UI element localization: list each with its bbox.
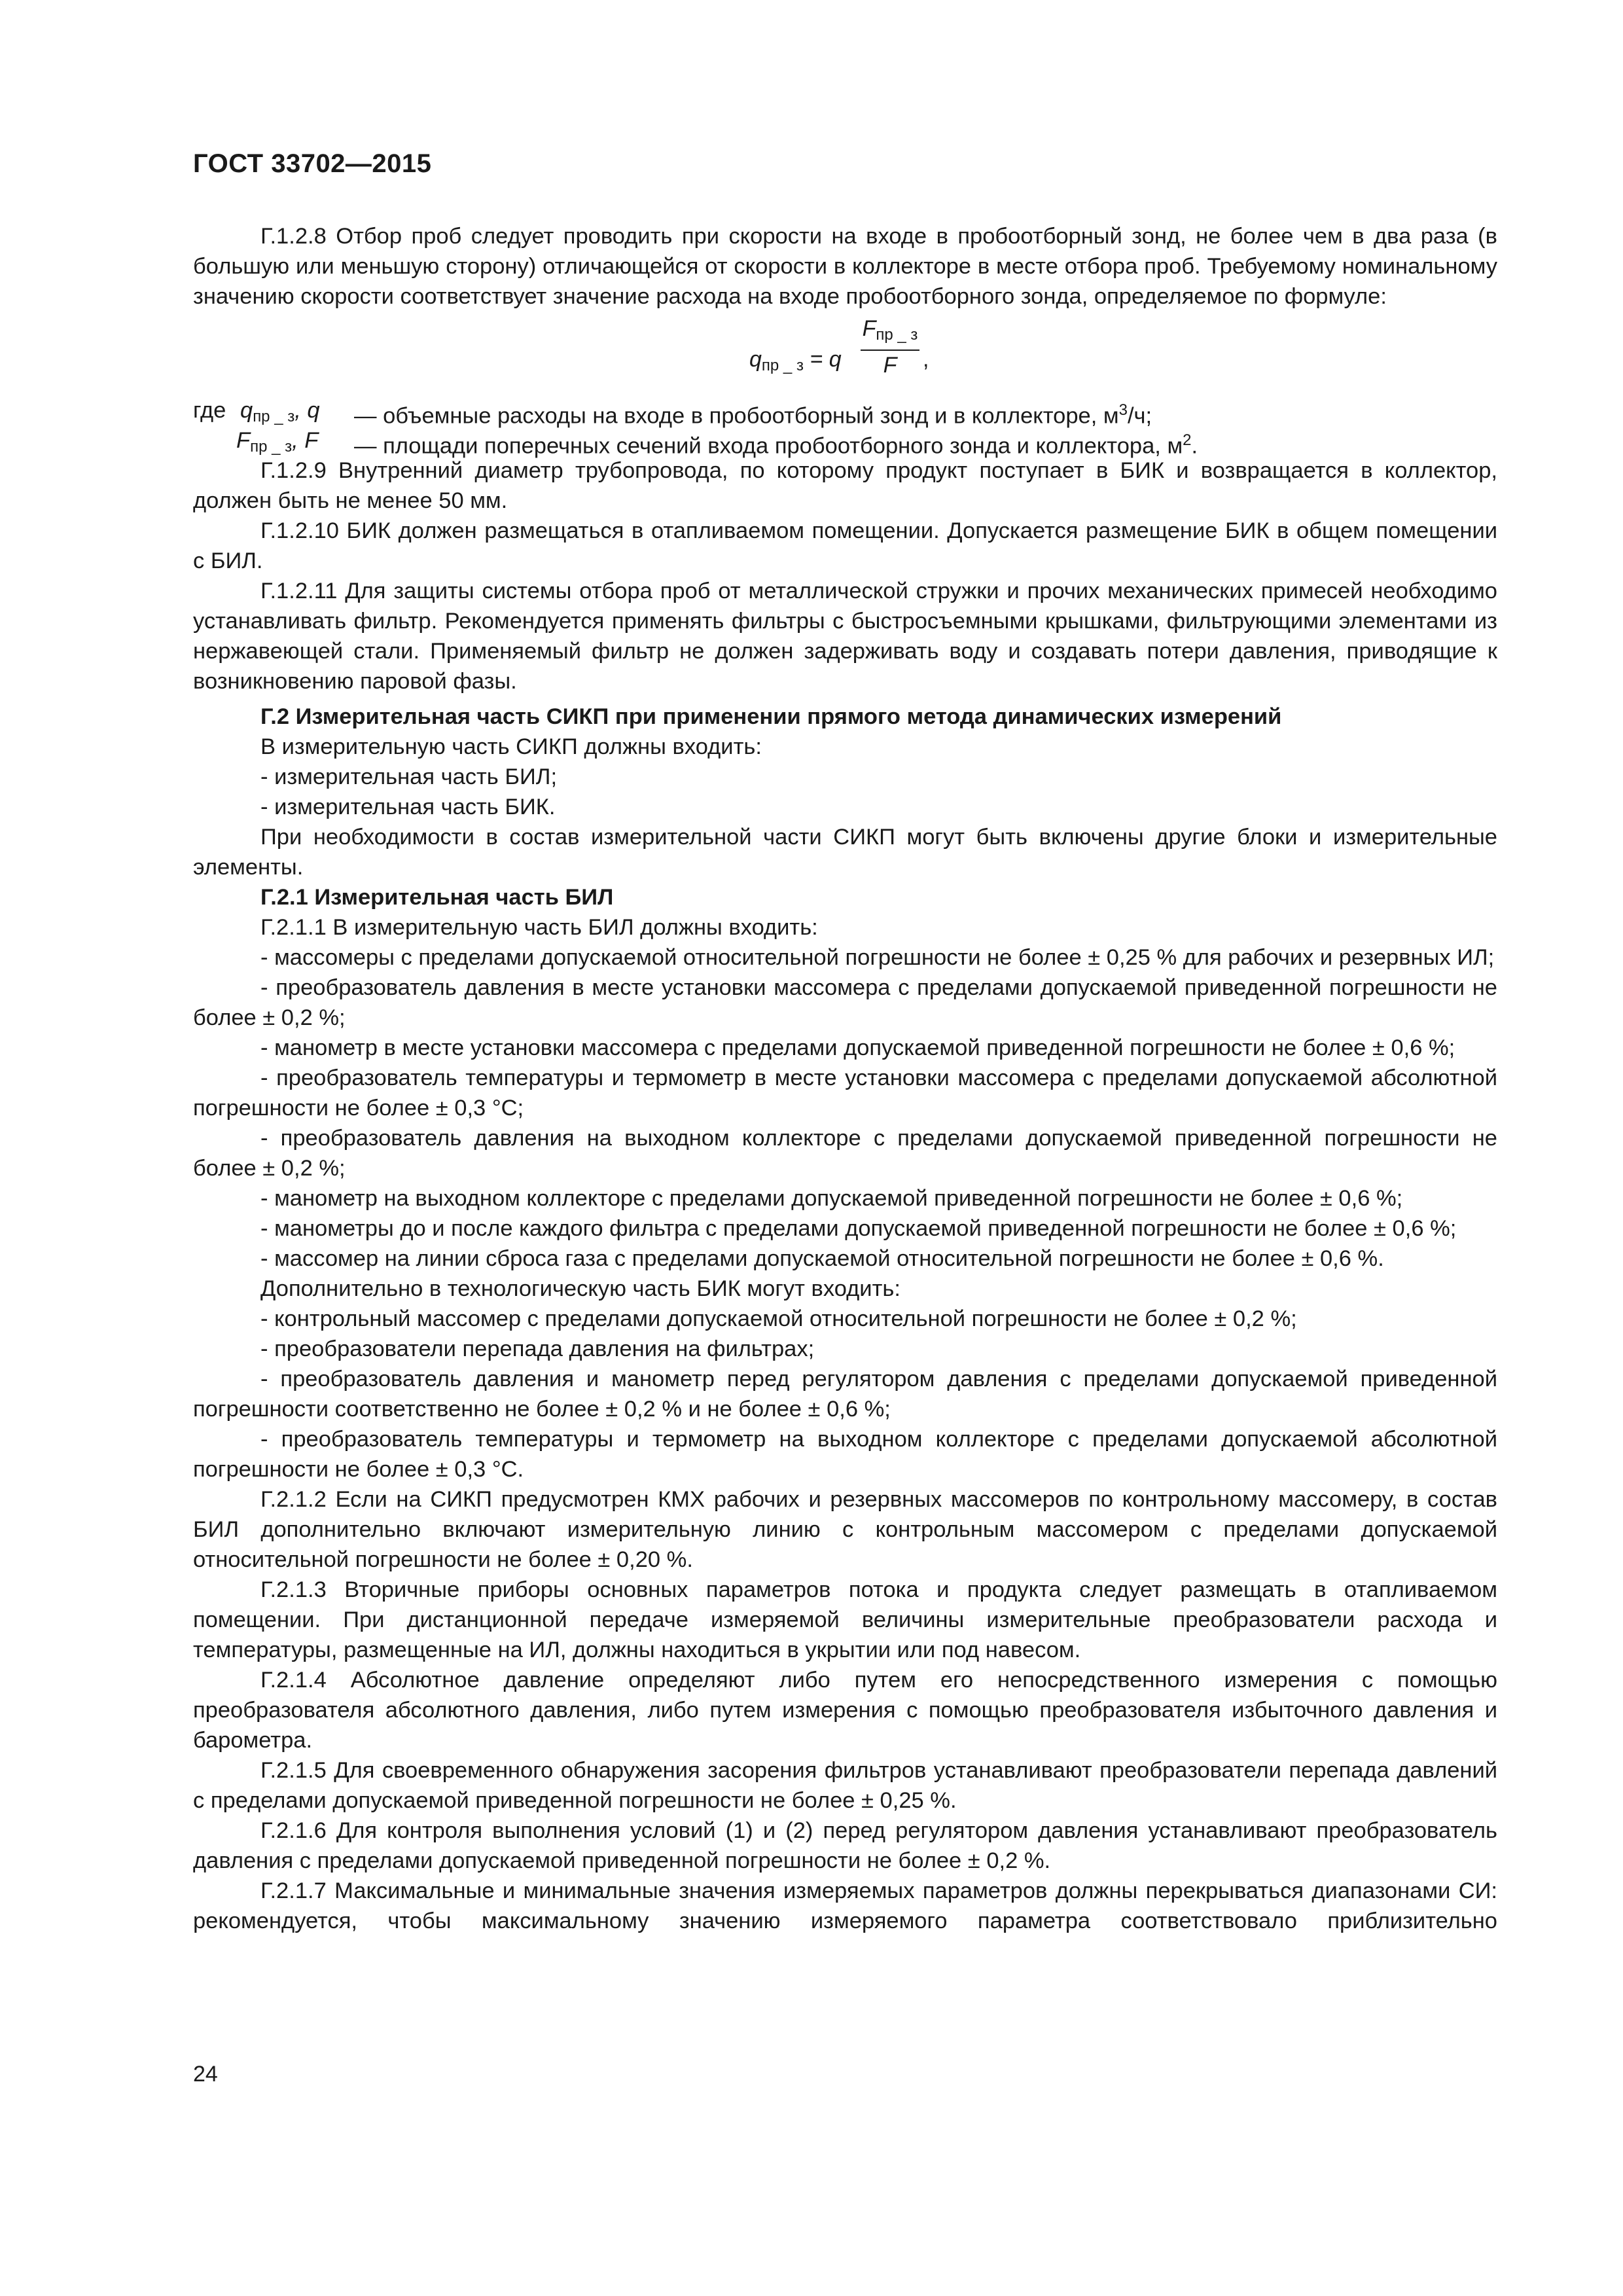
list-item: - массомер на линии сброса газа с пределами допускаемой относительной погрешности не более ± 0,6 %. <box>260 1246 1384 1271</box>
where-row2-sym: F <box>236 428 251 453</box>
where-row2-sup: 2 <box>1183 431 1192 449</box>
paragraph-g1-2-10: Г.1.2.10 БИК должен размещаться в отапливаемом помещении. Допускается размещение БИК в общем помещении с БИЛ. <box>193 518 1497 573</box>
list-item: - преобразователь давления в месте установки массомера с пределами допускаемой приведенной погрешности не более ± 0,2 %; <box>193 975 1497 1030</box>
where-row1-tail: /ч; <box>1127 403 1152 429</box>
paragraph-g2-1-4: Г.2.1.4 Абсолютное давление определяют либо путем его непосредственного измерения с помощью преобразователя абсолютного давления, либо путем измерения с помощью преобразователя избыточного давления и барометра. <box>193 1668 1497 1753</box>
where-row1-sup: 3 <box>1118 401 1128 419</box>
formula-num-subscript: пр _ з <box>876 326 918 344</box>
section-heading-g2: Г.2 Измерительная часть СИКП при применении прямого метода динамических измерений <box>260 704 1282 729</box>
paragraph-g2-1-5: Г.2.1.5 Для своевременного обнаружения засорения фильтров устанавливают преобразователи перепада давлений с пределами допускаемой приведенной погрешности не более ± 0,25 %. <box>193 1758 1497 1813</box>
where-row2-desc: — площади поперечных сечений входа пробоотборного зонда и коллектора, м <box>354 433 1183 459</box>
formula-equals: = q <box>803 347 842 372</box>
list-item: - измерительная часть БИК. <box>260 795 556 819</box>
paragraph-g2-1-6: Г.2.1.6 Для контроля выполнения условий (1) и (2) перед регулятором давления устанавливают преобразователь давления с пределами допускаемой приведенной погрешности не более ± 0,2 %. <box>193 1818 1497 1873</box>
list-item: - преобразователь температуры и термометр в месте установки массомера с пределами допускаемой абсолютной погрешности не более ± 0,3 °С; <box>193 1066 1497 1121</box>
list-item: - преобразователи перепада давления на фильтрах; <box>260 1336 815 1361</box>
list-item: - манометр на выходном коллекторе с пределами допускаемой приведенной погрешности не более ± 0,6 %; <box>260 1186 1403 1211</box>
formula-numerator <box>861 315 919 348</box>
list-item: - преобразователь температуры и термометр на выходном коллекторе с пределами допускаемой абсолютной погрешности не более ± 0,3 °С. <box>193 1427 1497 1482</box>
where-row-2 <box>193 425 1497 459</box>
page-number: 24 <box>193 2062 218 2087</box>
paragraph-g1-2-11: Г.1.2.11 Для защиты системы отбора проб от металлической стружки и прочих механических примесей необходимо устанавливать фильтр. Рекомендуется применять фильтры с быстросъемными крышками, фильтрующими элементами из нержавеющей стали. Применяемый фильтр не должен задерживать воду и создавать потери давления, приводящие к возникновению паровой фазы. <box>193 579 1497 694</box>
formula-lhs-symbol: q <box>749 347 762 372</box>
list-item: - преобразователь давления на выходном коллекторе с пределами допускаемой приведенной погрешности не более ± 0,2 %; <box>193 1126 1497 1181</box>
paragraph-g2-extra: При необходимости в состав измерительной части СИКП могут быть включены другие блоки и измерительные элементы. <box>193 825 1497 880</box>
where-row2-tail: . <box>1191 433 1198 459</box>
paragraph-g2-intro: В измерительную часть СИКП должны входить: <box>260 734 762 759</box>
formula-lhs <box>749 344 842 381</box>
where-row-1 <box>193 395 1497 429</box>
where-row1-desc: — объемные расходы на входе в пробоотборный зонд и в коллекторе, м <box>354 403 1119 429</box>
list-item: - преобразователь давления и манометр перед регулятором давления с пределами допускаемой приведенной погрешности соответственно не более ± 0,2 % и не более ± 0,6 %; <box>193 1367 1497 1422</box>
document-body <box>193 221 1497 1936</box>
paragraph-g2-1-7: Г.2.1.7 Максимальные и минимальные значения измеряемых параметров должны перекрываться диапазонами СИ: рекомендуется, чтобы максимальному значению измеряемого параметра соответствовало приблизительно <box>193 1878 1497 1933</box>
paragraph-g2-1-2: Г.2.1.2 Если на СИКП предусмотрен КМХ рабочих и резервных массомеров по контрольному массомеру, в состав БИЛ дополнительно включают измерительную линию с контрольным массомером с пределами допускаемой относительной погрешности не более ± 0,20 %. <box>193 1487 1497 1572</box>
where-label: где <box>193 398 226 423</box>
formula-fraction <box>861 315 919 378</box>
where-row2-text <box>354 425 1198 461</box>
list-item: - манометры до и после каждого фильтра с пределами допускаемой приведенной погрешности не более ± 0,6 %; <box>260 1216 1457 1241</box>
list-item: - измерительная часть БИЛ; <box>260 764 558 789</box>
formula-num-symbol: F <box>862 316 876 341</box>
formula-flow-rate <box>193 312 1497 395</box>
paragraph-g2-1-3: Г.2.1.3 Вторичные приборы основных параметров потока и продукта следует размещать в отапливаемом помещении. При дистанционной передаче измеряемой величины измерительные преобразователи расхода и температуры, размещенные на ИЛ, должны находиться в укрытии или под навесом. <box>193 1577 1497 1662</box>
formula-denominator: F <box>883 353 897 378</box>
where-row1-sym: q <box>240 398 253 423</box>
where-row2-sym2: , F <box>292 428 319 453</box>
where-row2-sub: пр _ з <box>250 438 293 456</box>
formula-lhs-subscript: пр _ з <box>761 357 804 374</box>
where-row2-symbol <box>236 425 318 462</box>
list-item: - манометр в месте установки массомера с пределами допускаемой приведенной погрешности не более ± 0,6 %; <box>260 1035 1455 1060</box>
paragraph-additional: Дополнительно в технологическую часть БИК могут входить: <box>260 1276 901 1301</box>
paragraph-g1-2-9: Г.1.2.9 Внутренний диаметр трубопровода, по которому продукт поступает в БИК и возвращается в коллектор, должен быть не менее 50 мм. <box>193 458 1497 513</box>
formula-comma: , <box>923 347 929 372</box>
where-row1-sym2: , q <box>294 398 320 423</box>
where-row1-sub: пр _ з <box>253 408 295 425</box>
list-item: - массомеры с пределами допускаемой относительной погрешности не более ± 0,25 % для рабочих и резервных ИЛ; <box>260 945 1495 970</box>
section-heading-g2-1: Г.2.1 Измерительная часть БИЛ <box>260 885 614 910</box>
fraction-bar <box>861 350 919 351</box>
document-header: ГОСТ 33702—2015 <box>193 149 432 178</box>
list-item: - контрольный массомер с пределами допускаемой относительной погрешности не более ± 0,2 %; <box>260 1306 1297 1331</box>
paragraph-g2-1-1: Г.2.1.1 В измерительную часть БИЛ должны входить: <box>260 915 818 940</box>
paragraph-g1-2-8: Г.1.2.8 Отбор проб следует проводить при скорости на входе в пробоотборный зонд, не более чем в два раза (в большую или меньшую сторону) отличающейся от скорости в коллекторе в месте отбора проб. Требуемому номинальному значению скорости соответствует значение расхода на входе пробоотборного зонда, определяемое по формуле: <box>193 224 1497 309</box>
